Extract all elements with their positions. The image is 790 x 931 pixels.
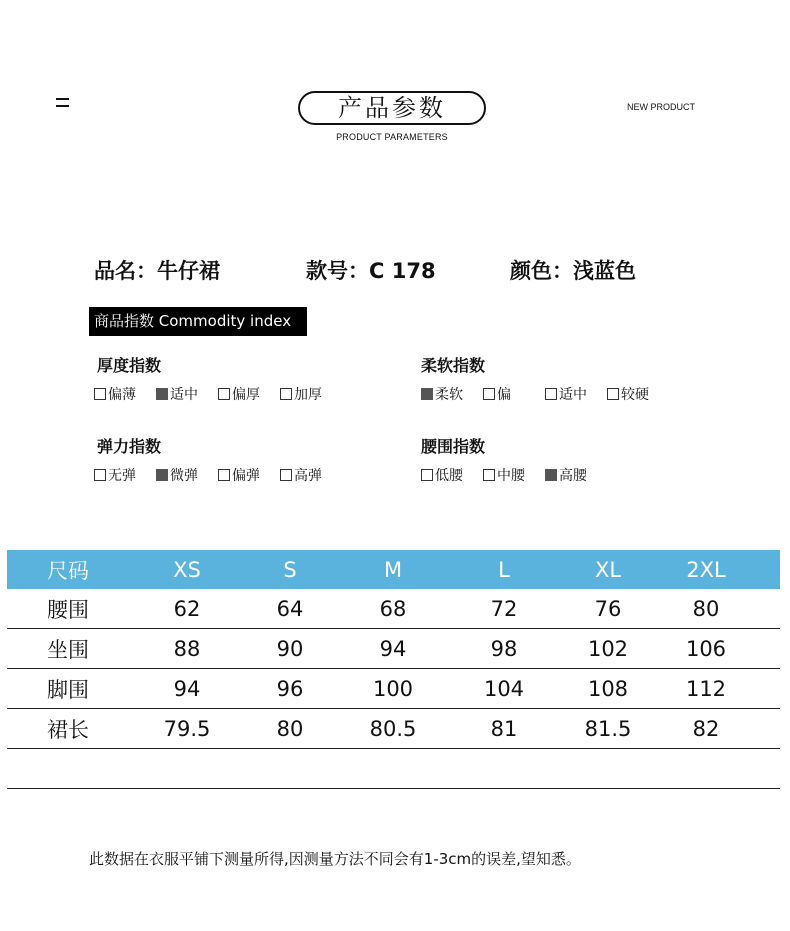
style-number: 款号：C 178 <box>306 259 436 283</box>
table-cell: 112 <box>685 676 727 701</box>
table-row <box>7 709 780 749</box>
checkbox-filled-icon <box>545 469 557 481</box>
option-item: 偏厚 <box>218 384 260 404</box>
table-cell: 90 <box>276 636 304 661</box>
table-header-cell: 2XL <box>686 557 726 582</box>
thickness-index-title: 厚度指数 <box>97 356 162 375</box>
table-cell: 108 <box>587 676 629 701</box>
elasticity-index-title: 弹力指数 <box>97 437 162 456</box>
table-cell: 80 <box>276 716 304 741</box>
option-item: 偏 <box>483 384 511 404</box>
option-item: 高弹 <box>280 465 322 485</box>
measurement-note: 此数据在衣服平铺下测量所得,因测量方法不同会有1-3cm的误差,望知悉。 <box>89 850 581 868</box>
table-cell: 100 <box>372 676 414 701</box>
checkbox-filled-icon <box>156 469 168 481</box>
checkbox-filled-icon <box>156 388 168 400</box>
page-subtitle: PRODUCT PARAMETERS <box>336 132 448 142</box>
table-cell: 79.5 <box>163 716 211 741</box>
product-color: 颜色：浅蓝色 <box>510 259 636 283</box>
table-cell: 腰围 <box>47 597 89 622</box>
table-cell: 72 <box>490 596 518 621</box>
table-cell: 94 <box>173 676 201 701</box>
option-item: 低腰 <box>421 465 463 485</box>
product-name: 品名：牛仔裙 <box>94 259 220 283</box>
table-cell: 脚围 <box>47 677 89 702</box>
table-cell: 81.5 <box>584 716 632 741</box>
commodity-index-banner: 商品指数 Commodity index <box>89 307 307 336</box>
option-item: 微弹 <box>156 465 198 485</box>
table-cell: 102 <box>587 636 629 661</box>
table-cell: 96 <box>276 676 304 701</box>
size-chart-table <box>7 550 780 789</box>
option-item: 中腰 <box>483 465 525 485</box>
table-header-cell: 尺码 <box>47 558 89 583</box>
checkbox-empty-icon <box>421 469 433 481</box>
option-item: 适中 <box>545 384 587 404</box>
option-item: 适中 <box>156 384 198 404</box>
table-cell: 94 <box>379 636 407 661</box>
table-header-cell: XS <box>173 557 201 582</box>
table-cell: 68 <box>379 596 407 621</box>
table-cell: 76 <box>594 596 622 621</box>
table-cell: 98 <box>490 636 518 661</box>
table-cell: 坐围 <box>47 637 89 662</box>
table-cell: 88 <box>173 636 201 661</box>
table-cell: 80 <box>692 596 720 621</box>
option-item: 柔软 <box>421 384 463 404</box>
checkbox-empty-icon <box>483 469 495 481</box>
checkbox-empty-icon <box>280 469 292 481</box>
table-header-row <box>7 550 780 589</box>
table-cell: 104 <box>483 676 525 701</box>
softness-index-title: 柔软指数 <box>421 356 486 375</box>
checkbox-empty-icon <box>94 469 106 481</box>
option-item: 加厚 <box>280 384 322 404</box>
table-cell: 62 <box>173 596 201 621</box>
table-cell: 64 <box>276 596 304 621</box>
option-item: 较硬 <box>607 384 649 404</box>
table-header-cell: L <box>498 557 510 582</box>
table-row <box>7 669 780 709</box>
checkbox-filled-icon <box>421 388 433 400</box>
table-header-cell: XL <box>594 557 622 582</box>
checkbox-empty-icon <box>94 388 106 400</box>
page-title: 产品参数 <box>298 91 486 125</box>
menu-icon <box>56 98 69 112</box>
table-header-cell: S <box>283 557 297 582</box>
checkbox-empty-icon <box>218 388 230 400</box>
table-cell: 80.5 <box>369 716 417 741</box>
table-row <box>7 589 780 629</box>
table-header-cell: M <box>383 557 403 582</box>
checkbox-empty-icon <box>483 388 495 400</box>
option-item: 无弹 <box>94 465 136 485</box>
option-item: 偏弹 <box>218 465 260 485</box>
checkbox-empty-icon <box>280 388 292 400</box>
new-product-tag: NEW PRODUCT <box>627 102 695 112</box>
waist-index-title: 腰围指数 <box>421 437 486 456</box>
option-item: 偏薄 <box>94 384 136 404</box>
table-cell: 82 <box>692 716 720 741</box>
checkbox-empty-icon <box>218 469 230 481</box>
table-cell: 81 <box>490 716 518 741</box>
table-empty-row <box>7 749 780 789</box>
option-item: 高腰 <box>545 465 587 485</box>
table-cell: 106 <box>685 636 727 661</box>
table-cell: 裙长 <box>47 717 89 742</box>
checkbox-empty-icon <box>607 388 619 400</box>
table-row <box>7 629 780 669</box>
checkbox-empty-icon <box>545 388 557 400</box>
